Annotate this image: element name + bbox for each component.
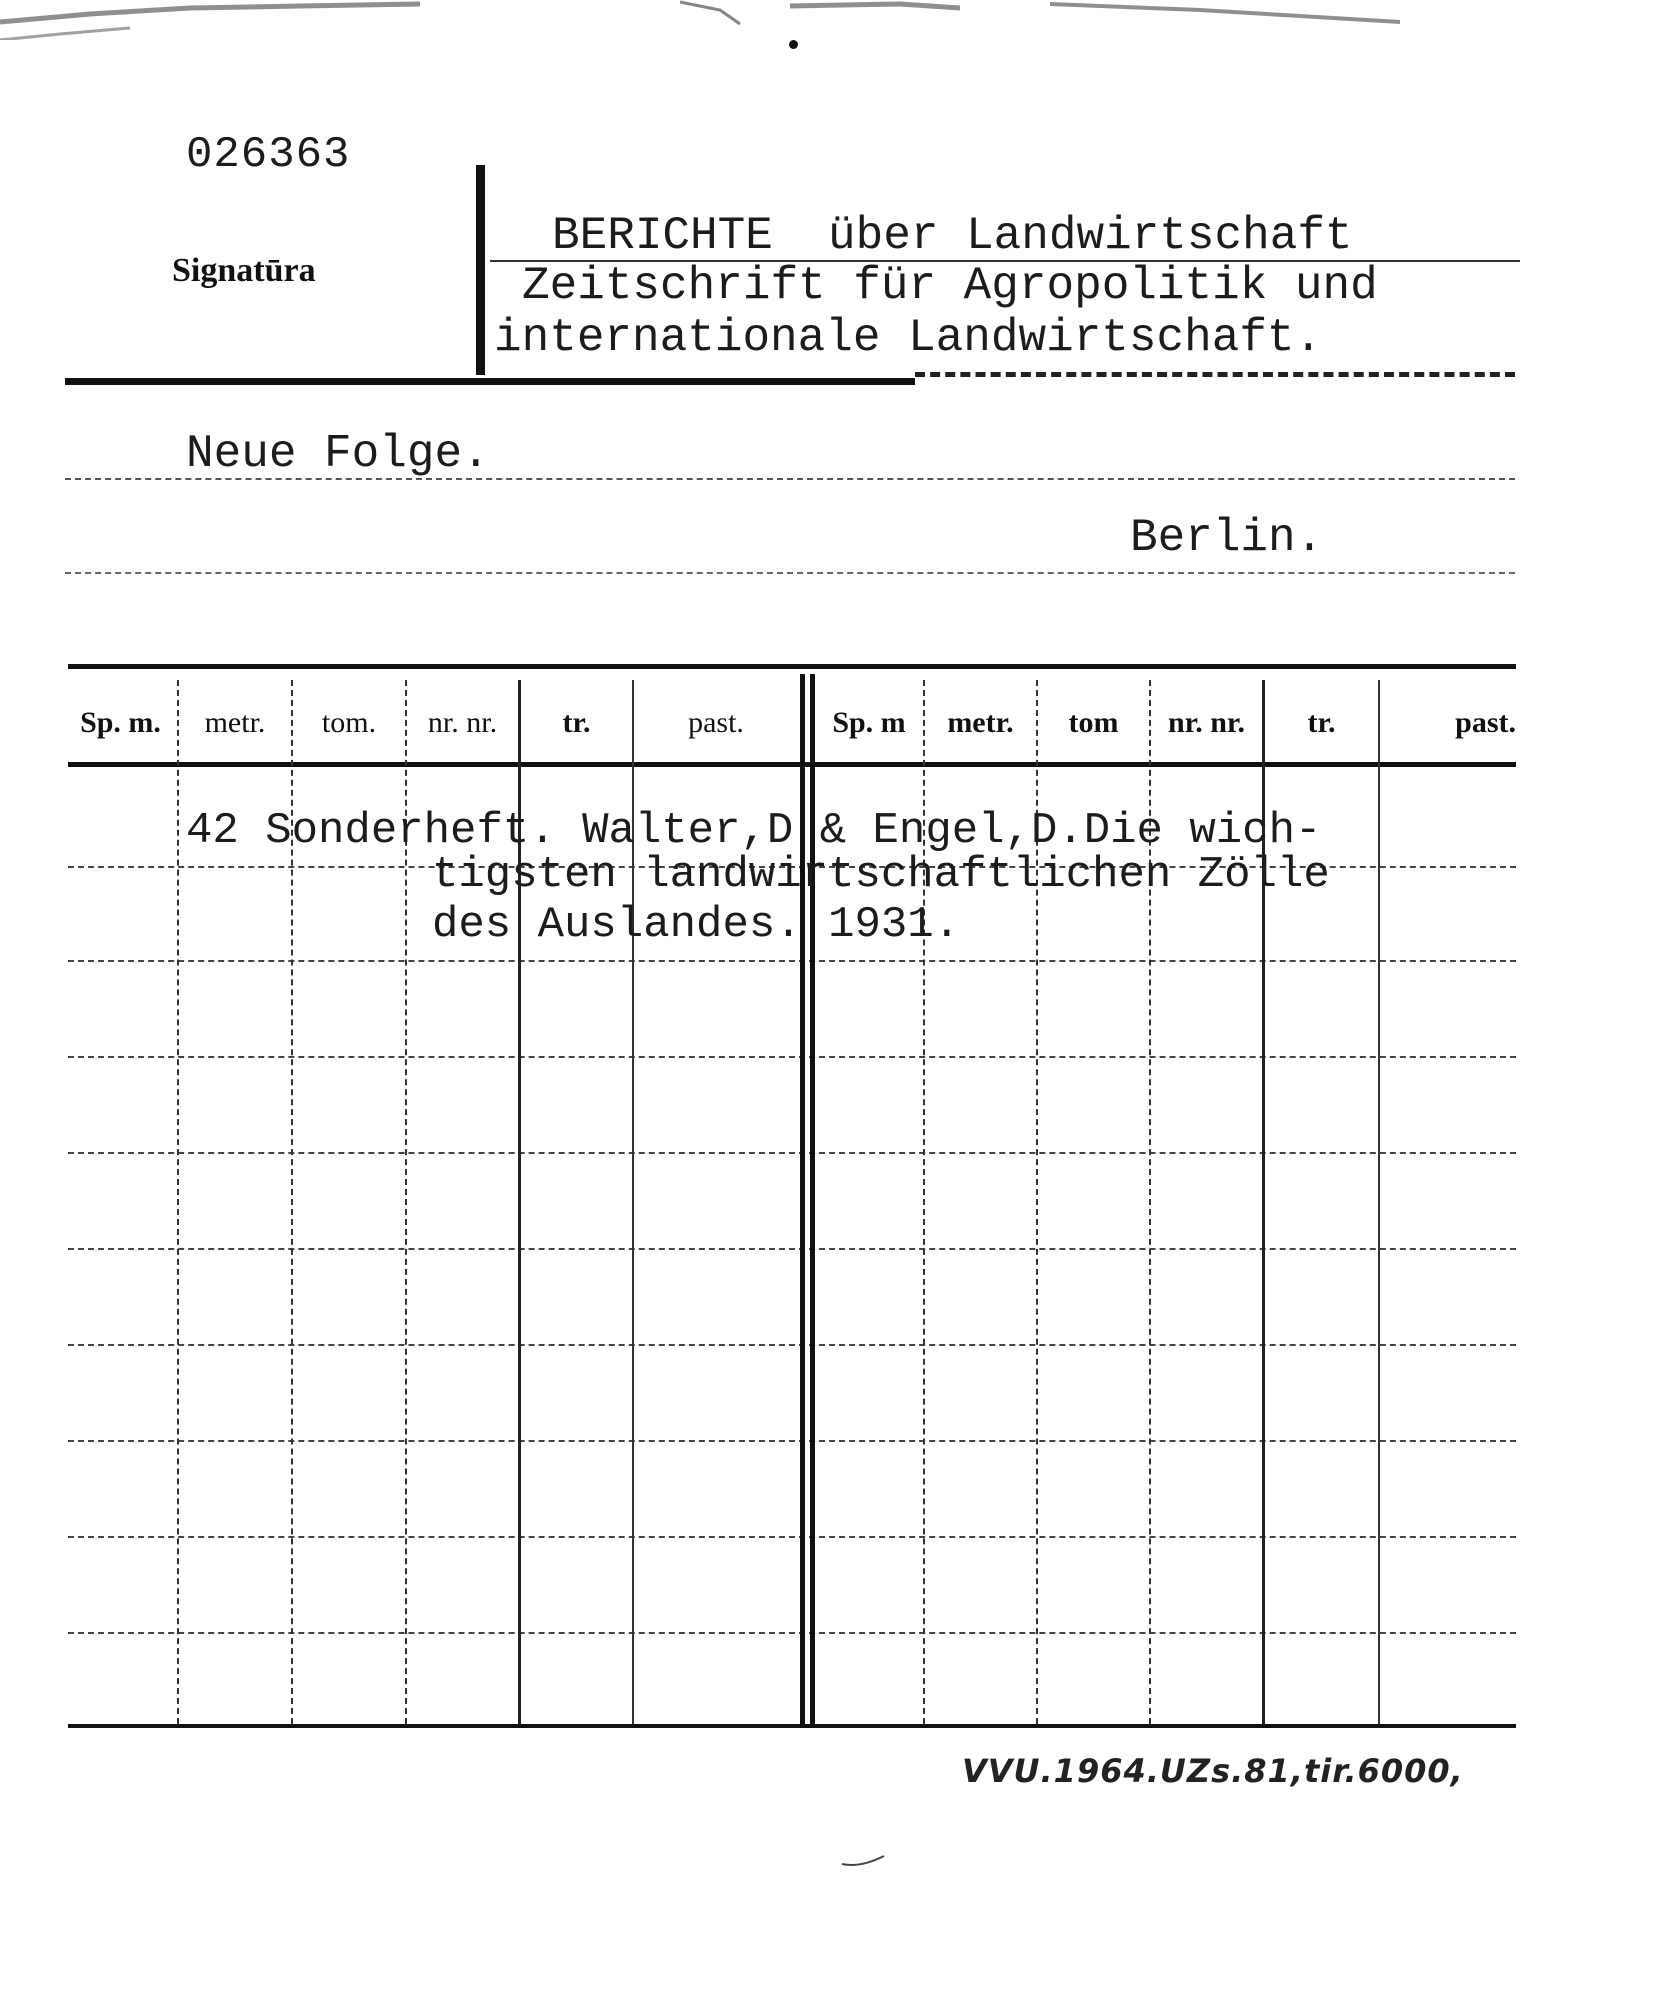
holdings-entry-line-3: des Auslandes. 1931. bbox=[432, 900, 961, 950]
table-row-rule bbox=[68, 1344, 1516, 1346]
table-header-rule bbox=[68, 762, 1516, 767]
col-header-nr-nr-2: nr. nr. bbox=[1168, 706, 1245, 739]
table-row-rule bbox=[68, 1248, 1516, 1250]
table-row-rule bbox=[68, 1152, 1516, 1154]
title-line-2: Zeitschrift für Agropolitik und bbox=[522, 260, 1378, 312]
col-header-nr-nr: nr. nr. bbox=[427, 706, 498, 739]
col-header-tom-2: tom bbox=[1068, 706, 1119, 739]
title-line-1: BERICHTE über Landwirtschaft bbox=[552, 210, 1353, 262]
place-label: Berlin. bbox=[1130, 512, 1324, 564]
table-top-rule bbox=[68, 664, 1516, 669]
header-separator bbox=[65, 378, 915, 385]
col-header-tr: tr. bbox=[562, 706, 591, 739]
holdings-entry-line-1: 42 Sonderheft. Walter,D & Engel,D.Die wich- bbox=[186, 806, 1322, 856]
place-rule bbox=[65, 572, 1515, 574]
col-header-past-2: past. bbox=[1455, 706, 1516, 739]
holdings-entry-line-2: tigsten landwirtschaftlichen Zölle bbox=[432, 850, 1330, 900]
table-row-rule bbox=[68, 1536, 1516, 1538]
col-header-tom: tom. bbox=[321, 706, 377, 739]
col-header-sp-m-2: Sp. m bbox=[832, 706, 906, 739]
col-header-tr-2: tr. bbox=[1307, 706, 1336, 739]
scan-mark bbox=[840, 1850, 890, 1870]
title-line-3: internationale Landwirtschaft. bbox=[494, 312, 1323, 364]
col-header-sp-m: Sp. m. bbox=[80, 706, 161, 739]
col-header-metr-2: metr. bbox=[947, 706, 1014, 739]
table-column-rule bbox=[177, 680, 179, 1724]
col-header-past: past. bbox=[688, 706, 744, 739]
header-separator-right bbox=[915, 372, 1515, 377]
table-row-rule bbox=[68, 1056, 1516, 1058]
series-rule bbox=[65, 478, 1515, 480]
scan-edge-noise bbox=[0, 0, 1653, 40]
catalog-number: 026363 bbox=[186, 130, 351, 180]
table-column-rule bbox=[1378, 680, 1380, 1724]
table-bottom-rule bbox=[68, 1724, 1516, 1728]
handwritten-inventory-note: VVU.1964.UZs.81,tir.6000, bbox=[962, 1752, 1464, 1790]
title-divider bbox=[476, 165, 485, 375]
table-row-rule bbox=[68, 1632, 1516, 1634]
table-row-rule bbox=[68, 1440, 1516, 1442]
scan-speck bbox=[789, 40, 798, 49]
series-label: Neue Folge. bbox=[186, 428, 490, 480]
col-header-metr: metr. bbox=[204, 706, 266, 739]
table-row-rule bbox=[68, 960, 1516, 962]
signature-label: Signatūra bbox=[172, 252, 316, 289]
